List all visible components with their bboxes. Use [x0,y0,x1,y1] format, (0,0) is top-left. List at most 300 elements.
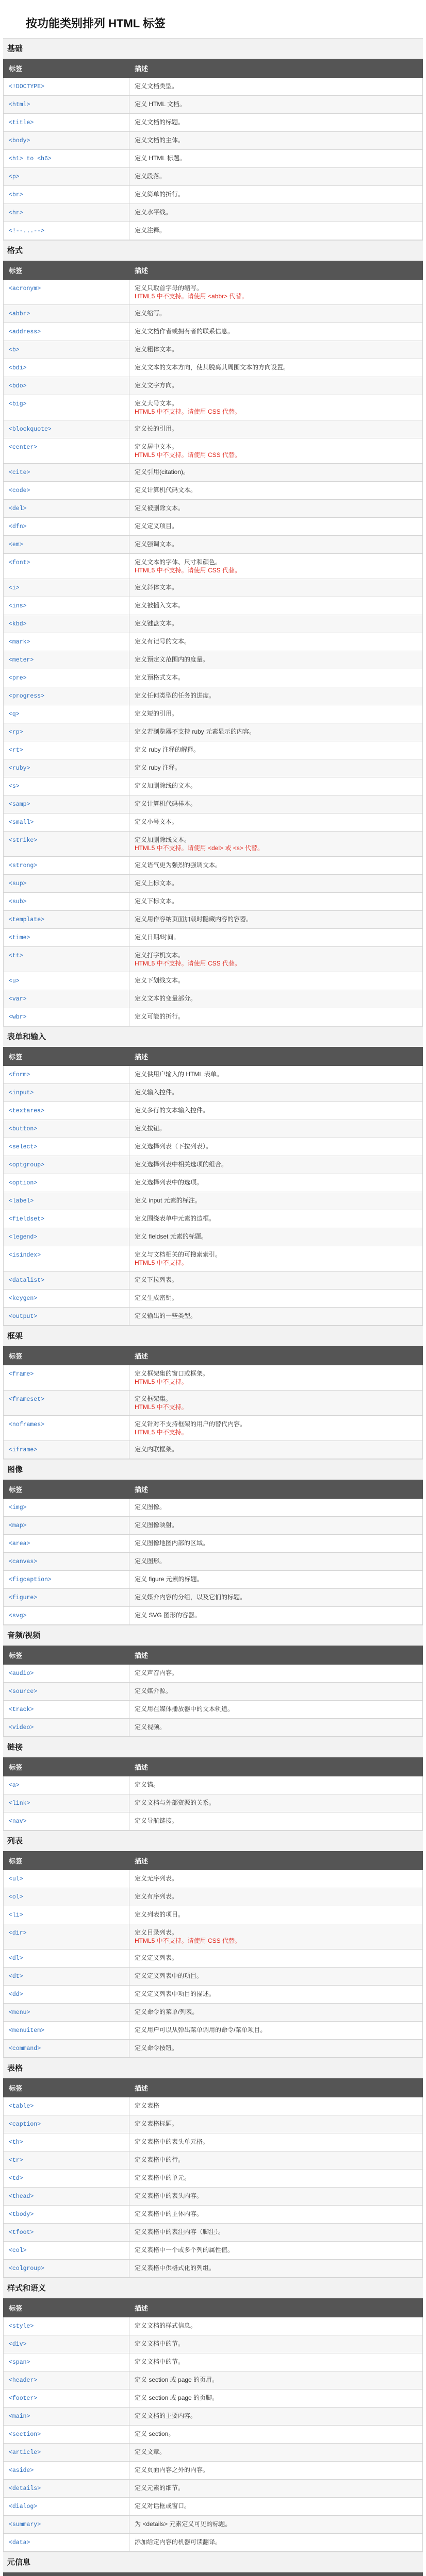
tag-link[interactable]: <html> [9,101,30,108]
tag-cell [4,222,129,240]
table-row [4,1888,423,1906]
tag-cell [4,2408,129,2426]
table-row [4,2242,423,2260]
tag-link[interactable]: <dl> [9,1955,23,1962]
description-cell [129,2317,423,2335]
tag-cell [4,741,129,759]
tag-cell [4,323,129,341]
description-cell [129,1794,423,1812]
tag-link[interactable]: <main> [9,2413,30,2420]
tag-link[interactable]: <dd> [9,1991,23,1998]
tag-link[interactable]: <video> [9,1724,34,1731]
tag-link[interactable]: <textarea> [9,1108,45,1114]
tag-cell [4,1986,129,2004]
tag-link[interactable]: <area> [9,1540,30,1547]
description-cell [129,2206,423,2224]
tag-link[interactable]: <del> [9,505,27,512]
tag-link[interactable]: <thead> [9,2193,34,2200]
description-text: 定义长的引用。 [135,425,178,432]
tag-link[interactable]: <dt> [9,1973,23,1980]
section-title: 样式和语义 [3,2278,423,2298]
header-tag: 标签 [4,261,129,280]
description-text: 定义锚。 [135,1781,160,1788]
table-row [4,1794,423,1812]
header-description: 描述 [129,2299,423,2317]
tag-link[interactable]: <dfn> [9,523,27,530]
tag-link[interactable]: <command> [9,2045,41,2052]
tag-link[interactable]: <tr> [9,2157,23,2164]
tag-link[interactable]: <select> [9,1144,38,1150]
tag-link[interactable]: <audio> [9,1670,34,1677]
tag-cell [4,186,129,204]
header-tag: 标签 [4,2299,129,2317]
tag-link[interactable]: <acronym> [9,285,41,292]
tag-cell [4,893,129,911]
table-row [4,186,423,204]
description-cell [129,615,423,633]
table-row [4,633,423,651]
tag-cell [4,518,129,536]
description-cell [129,741,423,759]
tag-link[interactable]: <header> [9,2377,38,2384]
table-row [4,1365,423,1391]
tag-link[interactable]: <hr> [9,210,23,216]
tag-link[interactable]: <source> [9,1688,38,1695]
tag-link[interactable]: <strong> [9,862,38,869]
table-header-row [4,1347,423,1365]
tag-cell [4,911,129,929]
tag-link[interactable]: <meter> [9,657,34,664]
description-text: 定义定义列表中的项目。 [135,1972,203,1979]
description-cell [129,2516,423,2534]
table-row [4,1174,423,1192]
table-header-row [4,2299,423,2317]
tag-link[interactable]: <template> [9,917,45,923]
tag-link[interactable]: <ruby> [9,765,30,772]
tag-link[interactable]: <a> [9,1782,20,1789]
tag-cell [4,687,129,705]
tag-link[interactable]: <figure> [9,1595,38,1601]
table-header-row [4,2079,423,2097]
tag-link[interactable]: <isindex> [9,1252,41,1259]
tag-link[interactable]: <fieldset> [9,1216,45,1223]
tag-link[interactable]: <font> [9,560,30,566]
header-description: 描述 [129,59,423,78]
tag-cell [4,2353,129,2371]
table-row [4,1924,423,1950]
table-row [4,1192,423,1210]
description-cell [129,1210,423,1228]
description-text: 定义注释。 [135,227,166,234]
tag-cell [4,500,129,518]
tag-link[interactable]: <nav> [9,1818,27,1825]
description-cell [129,705,423,723]
tag-link[interactable]: <tfoot> [9,2229,34,2236]
tag-link[interactable]: <var> [9,996,27,1003]
description-text: 定义媒介源。 [135,1687,172,1694]
tag-link[interactable]: <option> [9,1180,38,1187]
description-cell [129,96,423,114]
description-text: 定义上标文本。 [135,879,178,887]
section-title: 格式 [3,240,423,261]
section [3,1459,423,1625]
description-cell [129,2133,423,2151]
section [3,1026,423,1326]
tag-cell [4,633,129,651]
tag-link[interactable]: <frameset> [9,1396,45,1403]
tag-link[interactable]: <link> [9,1800,30,1807]
description-cell [129,1776,423,1794]
tag-link[interactable]: <rt> [9,747,23,754]
table-row [4,536,423,554]
table-row [4,929,423,947]
description-text: 定义目录列表。 [135,1929,178,1936]
description-cell [129,2260,423,2278]
tag-link[interactable]: <menu> [9,2009,30,2016]
tag-link[interactable]: <figcaption> [9,1577,52,1583]
description-text: 定义选择列表中相关选项的组合。 [135,1161,228,1168]
tag-link[interactable]: <input> [9,1090,34,1096]
tag-cell [4,795,129,814]
description-text: 定义用户可以从弹出菜单调用的命令/菜单项目。 [135,2026,267,2033]
description-text: 定义小号文本。 [135,818,178,825]
table-row [4,554,423,579]
table-row [4,464,423,482]
tag-link[interactable]: <s> [9,783,20,790]
tag-cell [4,2040,129,2058]
table-row [4,78,423,96]
tag-cell [4,615,129,633]
description-text: 定义列表的项目。 [135,1911,185,1918]
tag-cell [4,1174,129,1192]
tag-link[interactable]: <aside> [9,2467,34,2474]
table-row [4,2004,423,2022]
description-text: 定义文章。 [135,2448,166,2455]
tag-link[interactable]: <address> [9,329,41,335]
deprecation-note: HTML5 中不支持。请使用 CSS 代替。 [135,451,241,459]
tag-cell [4,669,129,687]
tag-link[interactable]: <b> [9,347,20,353]
tag-link[interactable]: <data> [9,2539,30,2546]
table-row [4,500,423,518]
tag-cell [4,1499,129,1517]
tag-cell [4,359,129,377]
tag-link[interactable]: <mark> [9,639,30,646]
tag-link[interactable]: <body> [9,138,30,144]
description-text: 定义无序列表。 [135,1875,178,1882]
description-cell [129,204,423,222]
tag-link[interactable]: <keygen> [9,1295,38,1302]
tag-cell [4,2097,129,2115]
description-text: 定义定义项目。 [135,522,178,530]
tag-link[interactable]: <li> [9,1912,23,1919]
tag-link[interactable]: <code> [9,487,30,494]
description-text: 定义文本的变量部分。 [135,995,197,1002]
description-text: 定义预格式文本。 [135,674,185,681]
tag-link[interactable]: <span> [9,2359,30,2366]
tag-link[interactable]: <sub> [9,899,27,905]
tag-link[interactable]: <q> [9,711,20,718]
description-text: 定义表格中的表注内容（脚注）。 [135,2228,225,2235]
tag-link[interactable]: <ins> [9,603,27,609]
tag-cell [4,2371,129,2389]
tag-link[interactable]: <menuitem> [9,2027,45,2034]
tag-link[interactable]: <button> [9,1126,38,1132]
tag-cell [4,2242,129,2260]
tag-link[interactable]: <form> [9,1072,30,1078]
tag-link[interactable]: <label> [9,1198,34,1205]
tag-cell [4,204,129,222]
tag-cell [4,1812,129,1831]
table-row [4,832,423,857]
tag-link[interactable]: <img> [9,1504,27,1511]
description-text: 定义下拉列表。 [135,1276,178,1283]
tag-cell [4,1365,129,1391]
table-row [4,777,423,795]
tag-link[interactable]: <tt> [9,953,23,959]
tag-link[interactable]: <i> [9,585,20,591]
tag-link[interactable]: <canvas> [9,1558,38,1565]
header-description: 描述 [129,261,423,280]
tag-link[interactable]: <time> [9,935,30,941]
tag-cell [4,1888,129,1906]
tag-link[interactable]: <ol> [9,1894,23,1901]
tag-link[interactable]: <col> [9,2247,27,2254]
table-row [4,1084,423,1102]
table-row [4,1008,423,1026]
description-text: 定义任何类型的任务的进度。 [135,692,216,699]
tag-link[interactable]: <samp> [9,801,30,808]
table-row [4,1776,423,1794]
tag-cell [4,1924,129,1950]
header-tag: 标签 [4,1347,129,1365]
tag-link[interactable]: <blockquote> [9,426,52,433]
table-row [4,1553,423,1571]
description-cell [129,972,423,990]
tag-link[interactable]: <table> [9,2103,34,2110]
tag-link[interactable]: <iframe> [9,1447,38,1453]
tag-link[interactable]: <u> [9,978,20,985]
tag-link[interactable]: <datalist> [9,1277,45,1284]
tag-link[interactable]: <title> [9,120,34,126]
header-tag: 标签 [4,2079,129,2097]
tag-link[interactable]: <strike> [9,837,38,844]
description-text: 定义图像地图内部的区域。 [135,1539,209,1547]
tag-link[interactable]: <footer> [9,2395,38,2402]
description-cell [129,2426,423,2444]
tag-link[interactable]: <small> [9,819,34,826]
tag-cell [4,1906,129,1924]
description-cell [129,1906,423,1924]
description-text: 定义页面内容之外的内容。 [135,2466,209,2473]
tag-link[interactable]: <noframes> [9,1421,45,1428]
tag-link[interactable]: <p> [9,174,20,180]
description-cell [129,2151,423,2170]
description-cell [129,1138,423,1156]
tag-link[interactable]: <output> [9,1313,38,1320]
tag-cell [4,2516,129,2534]
deprecation-note: HTML5 中不支持。 [135,1429,188,1436]
description-cell [129,1120,423,1138]
table-row [4,2480,423,2498]
tag-link[interactable]: <section> [9,2431,41,2438]
tag-link[interactable]: <legend> [9,1234,38,1241]
table-row [4,2371,423,2389]
deprecation-note: HTML5 中不支持。请使用 <abbr> 代替。 [135,293,248,300]
deprecation-note: HTML5 中不支持。 [135,1259,188,1266]
header-tag: 标签 [4,1480,129,1499]
tag-link[interactable]: <dialog> [9,2503,38,2510]
tag-link[interactable]: <summary> [9,2521,41,2528]
tag-link[interactable]: <ul> [9,1876,23,1883]
header-description [129,2573,423,2576]
section-title: 图像 [3,1459,423,1480]
description-cell [129,186,423,204]
description-text: 定义多行的文本输入控件。 [135,1107,209,1114]
description-text: 定义有序列表。 [135,1893,178,1900]
header-description: 描述 [129,1480,423,1499]
table-row [4,395,423,420]
deprecation-note: HTML5 中不支持。请使用 CSS 代替。 [135,960,241,967]
tag-cell [4,464,129,482]
description-text: 定义生成密钥。 [135,1294,178,1301]
tag-link[interactable]: <div> [9,2341,27,2348]
description-cell [129,2022,423,2040]
tag-link[interactable]: <pre> [9,675,27,682]
tag-link[interactable]: <!--...--> [9,228,45,234]
description-cell [129,1308,423,1326]
description-text: 定义键盘文本。 [135,620,178,627]
table-row [4,1986,423,2004]
description-text: 定义强调文本。 [135,540,178,548]
tag-cell [4,1950,129,1968]
description-text: 定义输出的一些类型。 [135,1312,197,1319]
tag-table [3,1646,423,1737]
description-cell [129,1416,423,1441]
description-cell [129,222,423,240]
header-tag: 标签 [4,1758,129,1776]
tag-cell [4,2480,129,2498]
tag-link[interactable]: <abbr> [9,311,30,317]
tag-link[interactable]: <style> [9,2323,34,2330]
tag-link[interactable]: <article> [9,2449,41,2456]
table-row [4,1683,423,1701]
tag-link[interactable]: <wbr> [9,1014,27,1021]
tag-link[interactable]: <kbd> [9,621,27,628]
table-row [4,2170,423,2188]
description-cell [129,633,423,651]
table-row [4,222,423,240]
tag-link[interactable]: <bdi> [9,365,27,371]
tag-cell [4,1290,129,1308]
description-cell [129,500,423,518]
tag-link[interactable]: <td> [9,2175,23,2182]
tag-cell [4,305,129,323]
tag-cell [4,1517,129,1535]
tag-link[interactable]: <cite> [9,469,30,476]
tag-link[interactable]: <optgroup> [9,1162,45,1168]
tag-link[interactable]: <frame> [9,1371,34,1378]
table-row [4,1812,423,1831]
description-text: 定义短的引用。 [135,710,178,717]
table-row [4,482,423,500]
description-cell [129,1391,423,1416]
tag-cell [4,597,129,615]
description-cell [129,947,423,972]
table-row [4,96,423,114]
tag-link[interactable]: <track> [9,1706,34,1713]
tag-link[interactable]: <h1> to <h6> [9,156,52,162]
description-cell [129,1066,423,1084]
description-text: 定义段落。 [135,173,166,180]
tag-cell [4,554,129,579]
description-cell [129,1102,423,1120]
table-row [4,2224,423,2242]
tag-cell [4,2260,129,2278]
tag-link[interactable]: <th> [9,2139,23,2146]
description-text: 定义导航链接。 [135,1817,178,1824]
tag-link[interactable]: <dir> [9,1930,27,1937]
section [3,240,423,1026]
tag-link[interactable]: <big> [9,401,27,408]
tag-link[interactable]: <tbody> [9,2211,34,2218]
tag-link[interactable]: <!DOCTYPE> [9,83,45,90]
section-title: 表格 [3,2058,423,2078]
description-text: 定义下标文本。 [135,897,178,905]
tag-link[interactable]: <center> [9,444,38,451]
description-cell [129,875,423,893]
description-cell [129,1272,423,1290]
tag-cell [4,395,129,420]
tag-cell [4,814,129,832]
tag-link[interactable]: <sup> [9,880,27,887]
tag-cell [4,2188,129,2206]
tag-link[interactable]: <details> [9,2485,41,2492]
tag-link[interactable]: <colgroup> [9,2265,45,2272]
tag-link[interactable]: <em> [9,541,23,548]
tag-link[interactable]: <progress> [9,693,45,700]
table-row [4,2335,423,2353]
tag-link[interactable]: <map> [9,1522,27,1529]
tag-cell [4,2462,129,2480]
description-cell [129,651,423,669]
description-text: 定义针对不支持框架的用户的替代内容。 [135,1420,247,1428]
tag-link[interactable]: <br> [9,192,23,198]
table-row [4,2426,423,2444]
table-header-row [4,59,423,78]
description-text: 定义文本的文本方向，使其脱离其周围文本的方向设置。 [135,364,290,371]
description-text: 定义内联框架。 [135,1446,178,1453]
table-row [4,305,423,323]
tag-table [3,1480,423,1625]
table-row [4,1066,423,1084]
tag-link[interactable]: <caption> [9,2121,41,2128]
tag-link[interactable]: <svg> [9,1613,27,1619]
tag-cell [4,341,129,359]
table-row [4,359,423,377]
table-row [4,1665,423,1683]
deprecation-note: HTML5 中不支持。 [135,1403,188,1411]
table-row [4,168,423,186]
description-cell [129,395,423,420]
tag-cell [4,2224,129,2242]
table-row [4,2260,423,2278]
tag-link[interactable]: <rp> [9,729,23,736]
tag-link[interactable]: <bdo> [9,383,27,389]
header-description: 描述 [129,1758,423,1776]
table-header-row [4,1852,423,1870]
description-cell [129,795,423,814]
